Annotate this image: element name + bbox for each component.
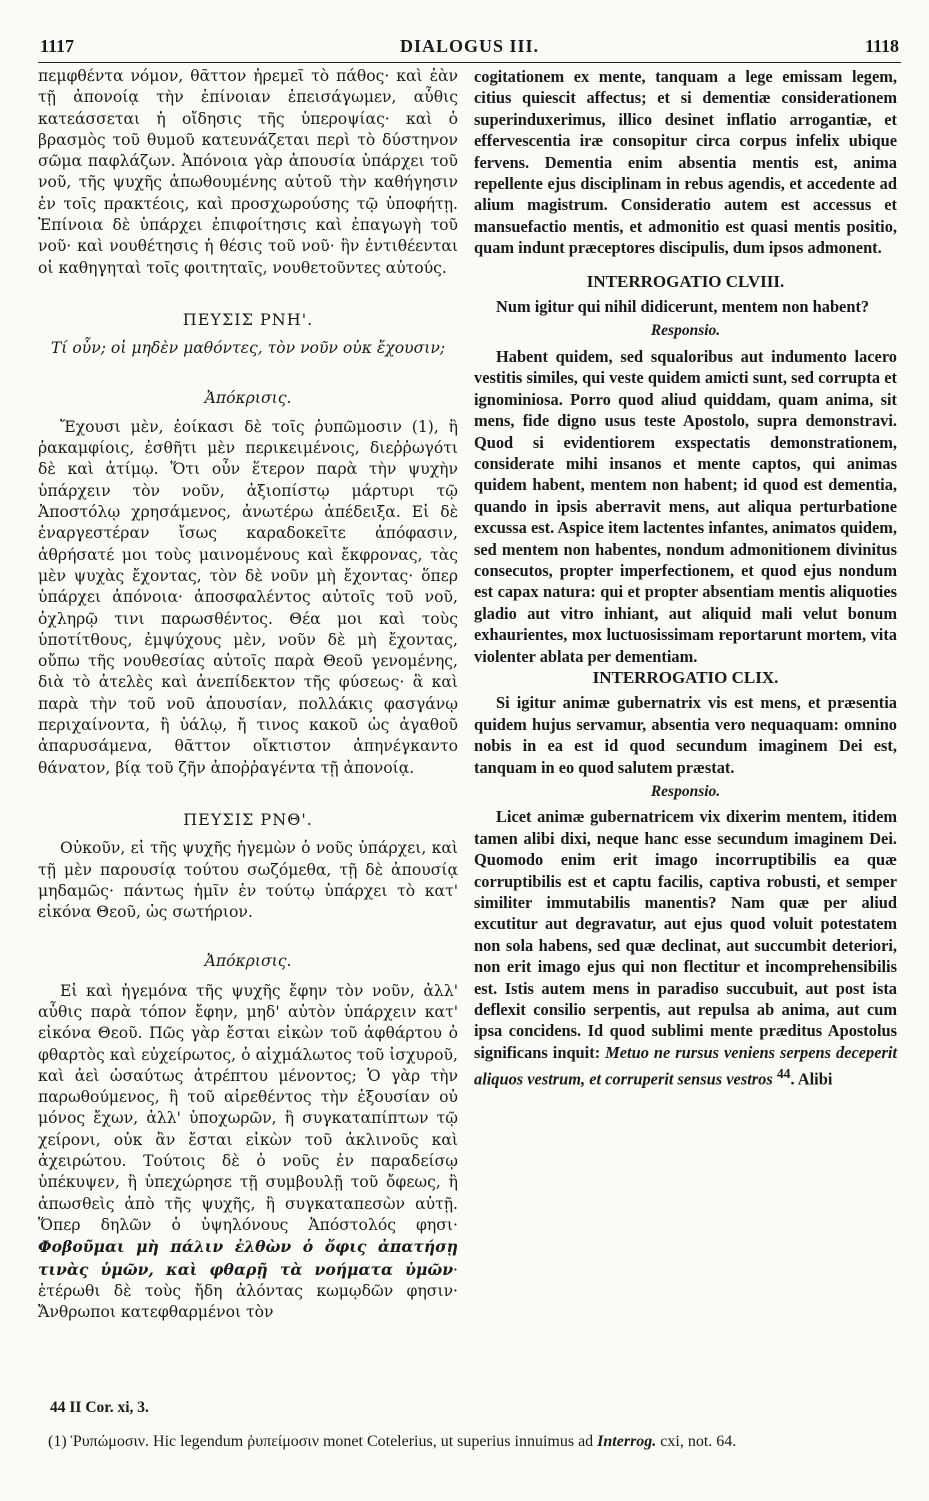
greek-question-159: Οὐκοῦν, εἰ τῆς ψυχῆς ἡγεμὼν ὁ νοῦς ὑπάρχει, καὶ τῇ μὲν παρουσίᾳ τούτου σωζόμεθα, τῇ δὲ ἀπουσίᾳ μηδαμῶς· πάντως ἡμῖν ἐν τούτῳ ὑπάρχει τὸ κατ' εἰκόνα Θεοῦ, ὡς σωτήριον. — [38, 839, 458, 922]
latin-answer-159 — [474, 806, 897, 1090]
latin-answer-159-end: . Alibi — [790, 1069, 833, 1089]
greek-column — [38, 66, 458, 1323]
editorial-footnote-text: (1) Ῥυπώμοσιν. Hic legendum ῥυπείμοσιν monet Cotelerius, ut superius innuimus ad — [48, 1433, 594, 1450]
greek-answer-158: Ἔχουσι μὲν, ἐοίκασι δὲ τοῖς ῥυπῶμοσιν (1), ἢ ῥακαμφίοις, ἐσθῆτι μὲν περικειμένοις, διεῤῥωγότι δὲ καὶ ἀτίμῳ. Ὅτι οὖν ἕτερον παρὰ τὴν ψυχὴν ὑπάρχειν τὸν νοῦν, ἀξιοπίστῳ μάρτυρι τῷ Ἀποστόλῳ χρησάμενος, ἀνωτέρω ἀπέδειξα. Εἰ δὲ ἐναργεστέραν ἴσως καραδοκεῖτε ἀπόφασιν, ἀθρήσατέ μοι τοὺς μαινομένους καὶ ἔκφρονας, τὰς μὲν ψυχὰς ἔχοντας, τὸν δὲ νοῦν μὴ ἔχοντας· ὅπερ ὑπάρχει ἀπόνοια· ἀποσφαλέντος αὐτοῖς τοῦ νοῦ, ὀχληρῷ τινι παρωσθέντος. Θέα μοι καὶ τοὺς ὑποτίτθους, ἐμψύχους μὲν, νοῦν δὲ μὴ ἔχοντας, οὔπω τῆς νουθεσίας αὐτοῖς παρὰ Θεοῦ γενομένης, διὰ τὸ ἀτελὲς καὶ ἀνεπίδεκτον τῆς φύσεως· ἃ καὶ παρὰ τὴν τοῦ νοῦ ἀπουσίαν, πολλάκις φασγάνῳ περιχαίνοντα, ἢ ὑάλῳ, ἤ τινος κακοῦ ὡς ἀγαθοῦ ἀπαρυσάμενα, θᾶττον οἴκτιστον ἀπηνέγκαντο θάνατον, βίᾳ τοῦ ζῆν ἀποῤῥαγέντα τῇ ἀπονοίᾳ. — [38, 417, 458, 777]
latin-scripture-quote: Metuo ne rursus veniens serpens deceperit aliquos vestrum, et corruperit sensus vestros — [474, 1042, 897, 1089]
greek-response-heading-159: Ἀπόκρισις. — [204, 952, 292, 971]
latin-response-heading-159: Responsio. — [650, 783, 721, 800]
editorial-footnote — [48, 1432, 899, 1451]
greek-scripture-quote: Φοβοῦμαι μὴ πάλιν ἐλθὼν ὁ ὄφις ἀπατήσῃ τινὰς ὑμῶν, καὶ φθαρῇ τὰ νοήματα ὑμῶν — [38, 1237, 458, 1279]
page-number-left: 1117 — [40, 36, 75, 56]
greek-question-158: Τί οὖν; οἱ μηδὲν μαθόντες, τὸν νοῦν οὐκ ἔχουσιν; — [50, 339, 446, 358]
footnote-marker-44: 44 — [776, 1066, 791, 1082]
running-title: DIALOGUS III. — [399, 36, 540, 56]
greek-question-heading-158: ΠΕΥΣΙΣ ΡΝΗ'. — [182, 309, 314, 329]
header-rule — [38, 62, 901, 63]
latin-response-heading-158: Responsio. — [650, 322, 721, 340]
scripture-reference-note: 44 II Cor. xi, 3. — [50, 1399, 149, 1416]
latin-answer-159-text: Licet animæ gubernatricem vix dixerim mentem, itidem tamen alibi dixi, neque hanc esse secundum imaginem Dei. Quomodo enim erit imago incorruptibilis ea quæ corruptibilis est et captu facilis, captiva robusti, et semper similiter immutabilis manentis? Nam quæ per aliud excutitur aut degravatur, aut ejus quod voluit potestatem non sola habens, sed quæ declinat, aut succumbit deteriori, non erit imago ejus qui non flectitur et incomprehensibilis est. Istis autem mens in paradiso succubuit, aut post ista deflexit consilio serpentis, aut repulsa ab anima, aut cum ipsa concidens. Id quod sublimi mente præditus Apostolus significans inquit: — [474, 807, 897, 1062]
latin-intro-paragraph: cogitationem ex mente, tanquam a lege emissam legem, citius quiescit affectus; et si dementiæ considerationem superinduxerimus, illico desinet inflatio arrogantiæ, et effervescentia iræ consopitur circa corpus infelix ubique fervens. Dementia enim absentia mentis est, anima repellente ejus disciplinam in rebus agendis, et accedente ad alium magistrum. Consideratio autem est accessus et mansuefactio mentis, et admonitio est quasi mentis positio, quam indunt præceptores discipulis, dum ipsos admonent. — [474, 67, 897, 258]
latin-question-158: Num igitur qui nihil didicerunt, mentem non habent? — [496, 297, 870, 317]
latin-question-159: Si igitur animæ gubernatrix vis est mens, et præsentia quidem hujus servamur, absentia vero nequaquam: omnino nobis in ea est id quod secundum imaginem Dei est, tanquam in eo quod salutem præstat. — [474, 693, 897, 777]
greek-response-heading-158: Ἀπόκρισις. — [204, 388, 292, 407]
page-number-right: 1118 — [864, 36, 899, 56]
latin-answer-158: Habent quidem, sed squaloribus aut indumento lacero vestitis similes, qui veste quidem amicti sunt, sed corrupta et ignominiosa. Porro quod aliud quiddam, quam anima, sit mens, fide digno usus teste Apostolo, supra demonstravi. Quod si evidentiorem exspectatis demonstrationem, considerate mihi insanos et mente captos, qui animas quidem habent, mentem non habent; id quod est dementia, quando in ipsis aberravit mens, aut aliqua perturbatione excussa est. Aspice item lactentes infantes, animatos quidem, sed mentem non habentes, nondum admonitionem divinitus consecutos, propter imperfectionem, et quod ejus nondum est capax natura: qui et propter absentiam mentis aliquoties gladio aut vitro inhiant, aut aliquid mali velut bonum exhaurientes, mox luctuosissimam reportarunt mortem, vita violenter ablata per dementiam. — [474, 346, 897, 666]
greek-intro-paragraph: πεμφθέντα νόμον, θᾶττον ἠρεμεῖ τὸ πάθος· καὶ ἐὰν τῇ ἀπονοίᾳ τὴν ἐπίνοιαν ἐπεισάγωμεν, αὖθις κατεάσσεται ἡ οἴδησις τῆς ὑπεροψίας· καὶ ὁ βρασμὸς τοῦ θυμοῦ κατευνάζεται περὶ τὸ δύστηνον σῶμα παφλάζων. Ἀπόνοια γὰρ ἀπουσία ὑπάρχει τοῦ νοῦ, τῆς ψυχῆς ἀπωθουμένης αὐτοῦ τὴν καθήγησιν ἐν τοῖς πρακτέοις, καὶ προσχωρούσης τῷ ὑποφήτῃ. Ἐπίνοια δὲ ὑπάρχει ἐπιφοίτησις καὶ ἐπαγωγὴ τοῦ νοῦ· καὶ νουθέτησις ἡ θέσις τοῦ νοῦ· ἣν ἐντιθέενται οἱ καθηγηταὶ τοῖς φοιτηταῖς, νουθετοῦντες αὐτούς. — [38, 67, 458, 277]
greek-answer-159-text: Εἰ καὶ ἡγεμόνα τῆς ψυχῆς ἔφην τὸν νοῦν, ἀλλ' αὖθις παρὰ τόπον ἔφην, μηδ' αὐτὸν ὑπάρχειν κατ' εἰκόνα Θεοῦ. Πῶς γὰρ ἔσται εἰκὼν τοῦ ἀφθάρτου ὁ φθαρτὸς καὶ εὐχείρωτος, ὁ αἰχμάλωτος τοῦ ἰσχυροῦ, καὶ ἀεὶ ὡσαύτως ἀτρέπτου μένοντος; Ὁ γὰρ τὴν παρωθούμενος, ἢ τοῦ αἱρεθέντος τὴν ἐξουσίαν οὐ μόνος ἔχων, ἀλλ' ὑποχωρῶν, ἢ συγκαταπίπτων τῷ χείρονι, οὐκ ἂν ἔσται εἰκὼν τοῦ ἀκλινοῦς καὶ ἀχειρώτου. Τούτοις δὲ ὁ νοῦς ἐν παραδείσῳ ὑπέκυψεν, ἢ ὑπεχώρησε τῇ συμβουλῇ τοῦ ὄφεως, ἢ ἀπωσθεὶς ἀπὸ τῆς ψυχῆς, ἢ συγκαταπεσὼν αὐτῇ. Ὅπερ δηλῶν ὁ ὑψηλόνους Ἀπόστολός φησι· — [38, 981, 458, 1234]
latin-question-heading-158: INTERROGATIO CLVIII. — [586, 271, 785, 291]
editorial-footnote-tail: cxi, not. 64. — [660, 1433, 737, 1450]
running-header — [40, 36, 899, 60]
latin-column — [474, 66, 897, 1090]
editorial-footnote-ref: Interrog. — [597, 1433, 657, 1450]
greek-question-heading-159: ΠΕΥΣΙΣ ΡΝΘ'. — [183, 809, 313, 829]
greek-answer-159 — [38, 981, 458, 1324]
latin-question-heading-159: INTERROGATIO CLIX. — [592, 667, 779, 687]
greek-answer-159-end: · ἑτέρωθι δὲ τοὺς ἤδη ἁλόντας κωμῳδῶν φησιν· Ἄνθρωποι κατεφθαρμένοι τὸν — [38, 1260, 458, 1322]
